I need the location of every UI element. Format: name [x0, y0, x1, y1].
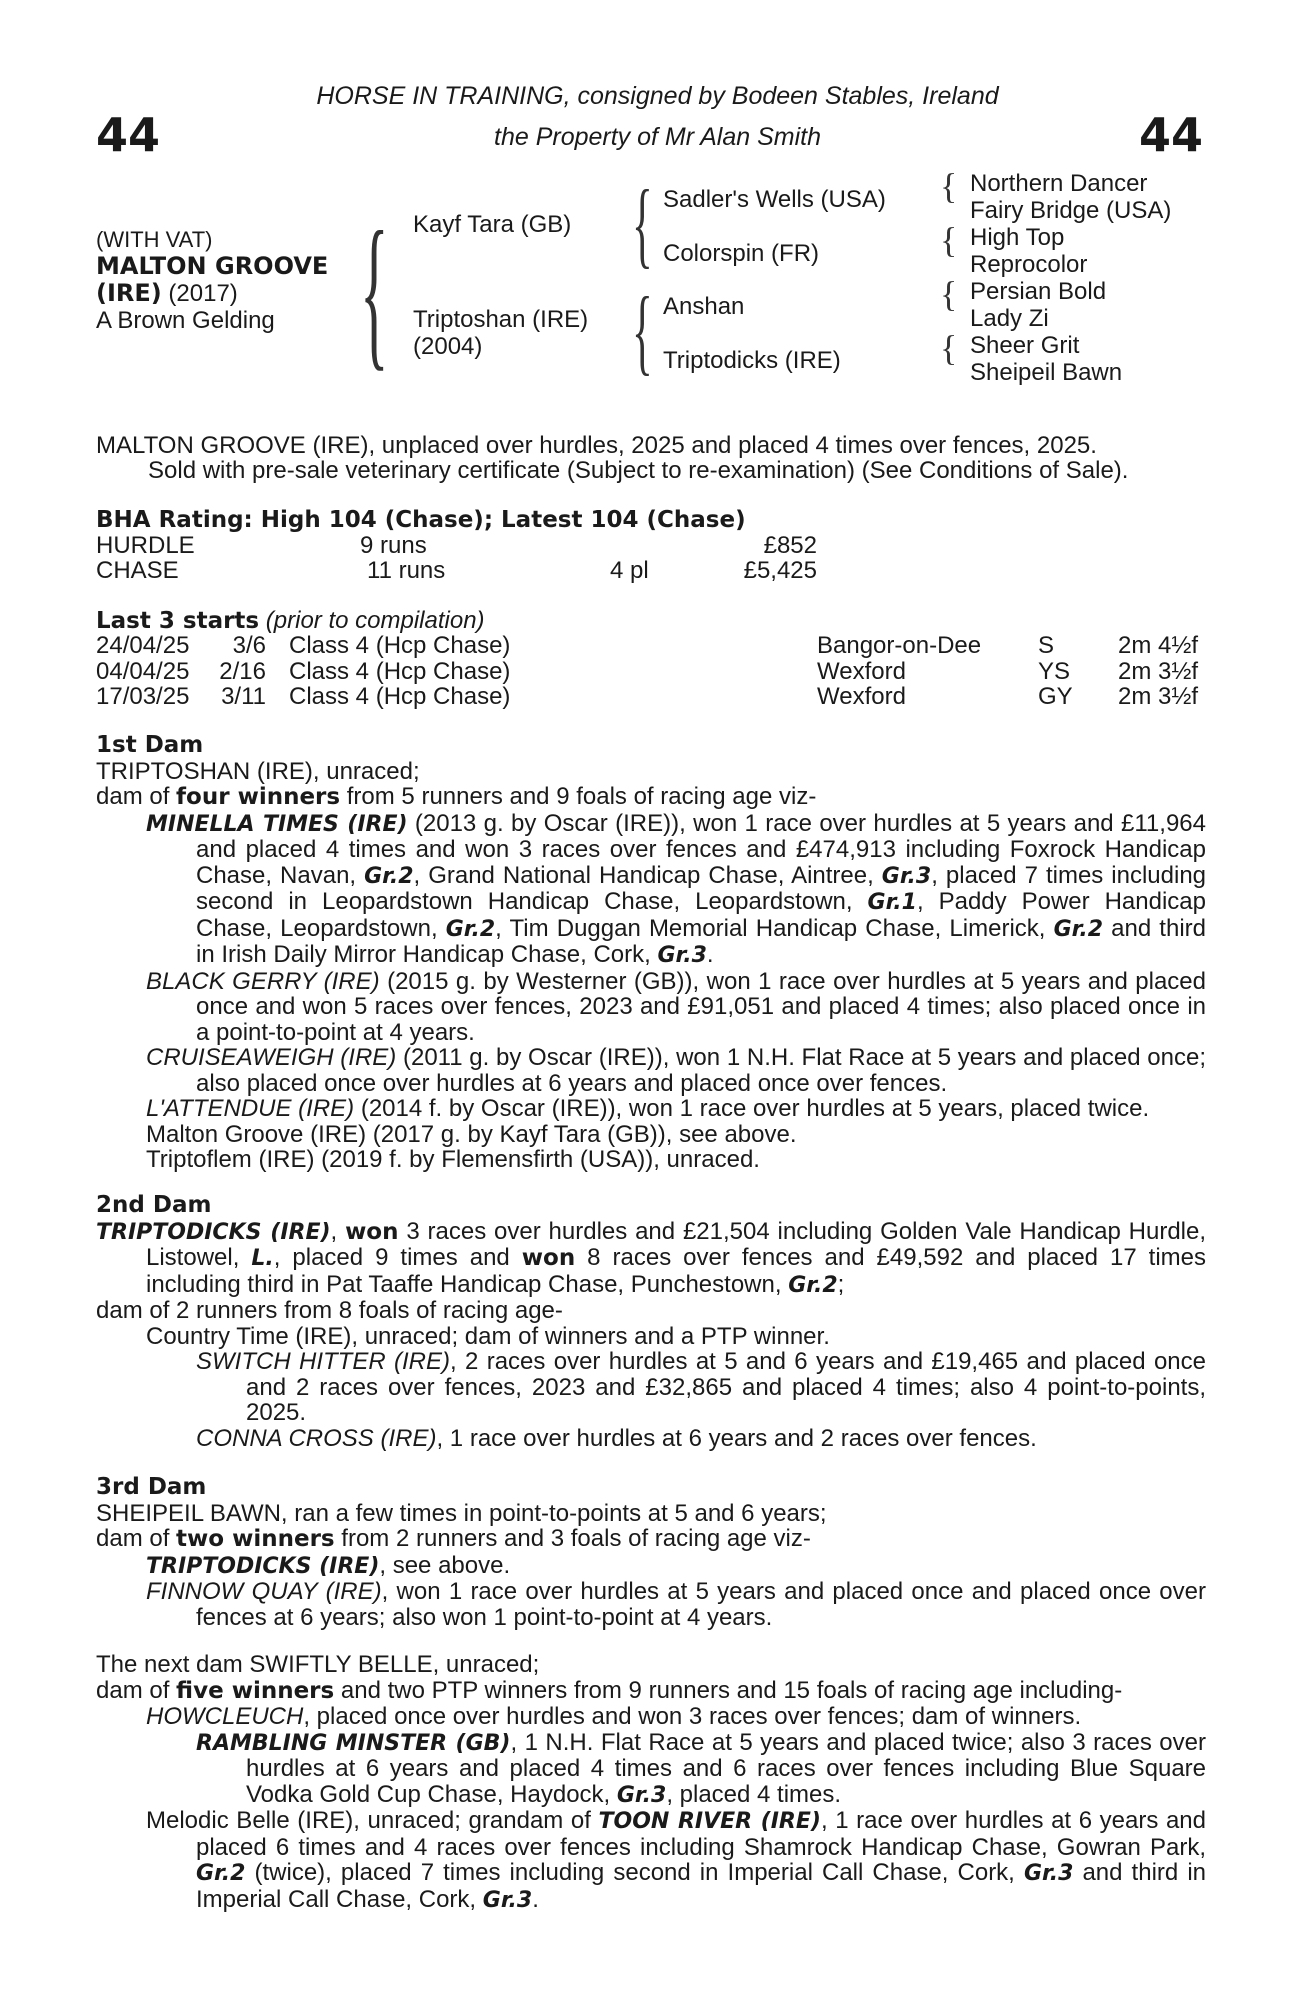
- horse-origin-year: (IRE) (2017): [96, 279, 238, 307]
- bha-hurdle-earnings: £852: [763, 532, 817, 559]
- pedigree-brace-main: {: [360, 197, 389, 385]
- dam2-switch-hitter: SWITCH HITTER (IRE), 2 races over hurdles at 5 and 6 years and £19,465 and placed once and 2 races over fences, 2023 and £32,865 and placed 4 times; also 4 point-to-points, 2025.: [196, 1348, 1206, 1426]
- pedigree-g3-2: Fairy Bridge (USA): [970, 197, 1172, 224]
- pedigree-brace-g3-2: {: [940, 220, 958, 260]
- dam1-lattendue: L'ATTENDUE (IRE) (2014 f. by Oscar (IRE)), won 1 race over hurdles at 5 years, placed twice.: [146, 1095, 1150, 1122]
- pedigree-g2-3: Anshan: [663, 293, 745, 320]
- pedigree-brace-g3-3: {: [940, 274, 958, 314]
- dam1-line1: TRIPTOSHAN (IRE), unraced;: [96, 757, 420, 785]
- pedigree-g3-6: Lady Zi: [970, 305, 1049, 332]
- last3-course: Wexford: [817, 657, 906, 685]
- dam1-section: [96, 733, 1206, 1173]
- dam3-section: [96, 1475, 1206, 1630]
- next-howcleuch: HOWCLEUCH, placed once over hurdles and won 3 races over fences; dam of winners.: [146, 1703, 1082, 1730]
- dam3-heading: 3rd Dam: [96, 1474, 207, 1500]
- last3-going: S: [1038, 632, 1055, 659]
- pedigree-brace-g3-4: {: [940, 328, 958, 368]
- next-line1: The next dam SWIFTLY BELLE, unraced;: [96, 1651, 540, 1678]
- dam1-cruiseaweigh: CRUISEAWEIGH (IRE) (2011 g. by Oscar (IRE)), won 1 N.H. Flat Race at 5 years and placed once; also placed once over hurdles at 6 years and placed once over fences.: [146, 1044, 1207, 1097]
- last3-date: 04/04/25: [96, 657, 190, 685]
- vat-note: (WITH VAT): [96, 227, 213, 252]
- pedigree-dam-year: (2004): [413, 333, 483, 360]
- bha-hurdle-runs: 9 runs: [360, 532, 427, 559]
- pedigree-brace-dam: {: [632, 277, 653, 384]
- last3-race: Class 4 (Hcp Chase): [289, 632, 511, 659]
- pedigree-g3-4: Reprocolor: [970, 251, 1088, 278]
- dam2-country-time: Country Time (IRE), unraced; dam of winners and a PTP winner.: [146, 1322, 830, 1350]
- last3-race: Class 4 (Hcp Chase): [289, 683, 511, 710]
- header-property: the Property of Mr Alan Smith: [494, 123, 821, 151]
- horse-description: A Brown Gelding: [96, 307, 275, 334]
- last3-date: 24/04/25: [96, 632, 190, 659]
- lot-number-left: 44: [96, 108, 161, 162]
- pedigree-g2-1: Sadler's Wells (USA): [663, 186, 886, 213]
- dam3-line1: SHEIPEIL BAWN, ran a few times in point-to-points at 5 and 6 years;: [96, 1499, 827, 1527]
- dam1-black-gerry: BLACK GERRY (IRE) (2015 g. by Westerner (GB)), won 1 race over hurdles at 5 years and placed once and won 5 races over fences, 2023 and £91,051 and placed 4 times; also placed once in a point-to-point at 4 years.: [146, 967, 1206, 1046]
- last3-dist: 2m 3½f: [1118, 683, 1199, 710]
- horse-name: MALTON GROOVE: [96, 252, 329, 280]
- bha-chase-placed: 4 pl: [610, 557, 649, 584]
- dam3-line2: dam of two winners from 2 runners and 3 foals of racing age viz-: [96, 1525, 811, 1552]
- pedigree-g3-list: [970, 170, 1171, 386]
- last3-heading: Last 3 starts (prior to compilation): [96, 607, 485, 634]
- dam3-triptodicks: TRIPTODICKS (IRE), see above.: [146, 1551, 511, 1579]
- dam1-triptoflem: Triptoflem (IRE) (2019 f. by Flemensfirth (USA)), unraced.: [146, 1146, 760, 1173]
- bha-heading: BHA Rating: High 104 (Chase); Latest 104 (Chase): [96, 507, 746, 533]
- next-melodic-belle: Melodic Belle (IRE), unraced; grandam of TOON RIVER (IRE), 1 race over hurdles at 6 years and placed 6 times and 4 races over fences including Shamrock Handicap Chase, Gowran Park, Gr.2 (twice), placed 7 times including second in Imperial Call Chase, Cork, Gr.3 and third in Imperial Call Chase, Cork, Gr.3.: [146, 1807, 1207, 1913]
- last3-going: YS: [1038, 657, 1071, 685]
- pedigree-sire: Kayf Tara (GB): [413, 211, 572, 238]
- next-rambling-minster: RAMBLING MINSTER (GB), 1 N.H. Flat Race at 5 years and placed twice; also 3 races over hurdles at 6 years and placed 4 times and 6 races over fences including Blue Square Vodka Gold Cup Chase, Haydock, Gr.3, placed 4 times.: [196, 1728, 1206, 1808]
- last3-date: 17/03/25: [96, 683, 190, 710]
- last3-pos: 3/11: [221, 683, 266, 710]
- bha-chase-type: CHASE: [96, 557, 179, 584]
- pedigree-g2-4: Triptodicks (IRE): [663, 347, 841, 374]
- last3-going: GY: [1038, 683, 1073, 710]
- pedigree-g3-5: Persian Bold: [970, 278, 1107, 305]
- dam2-section: [96, 1193, 1206, 1451]
- pedigree-g3-7: Sheer Grit: [970, 332, 1080, 359]
- last3-dist: 2m 4½f: [1118, 632, 1199, 659]
- dam2-dam-of: dam of 2 runners from 8 foals of racing age-: [96, 1297, 563, 1324]
- last3-pos: 2/16: [219, 657, 266, 685]
- summary-line-2: Sold with pre-sale veterinary certificate (Subject to re-examination) (See Conditions of Sale).: [148, 457, 1129, 484]
- dam2-conna-cross: CONNA CROSS (IRE), 1 race over hurdles at 6 years and 2 races over fences.: [196, 1424, 1037, 1452]
- last3-course: Wexford: [817, 683, 906, 710]
- bha-chase-runs: 11 runs: [367, 557, 446, 584]
- summary-line-1: MALTON GROOVE (IRE), unplaced over hurdles, 2025 and placed 4 times over fences, 2025.: [96, 432, 1097, 459]
- horse-identity: [96, 226, 328, 334]
- dam1-line2: dam of four winners from 5 runners and 9 foals of racing age viz-: [96, 783, 817, 810]
- last3-pos: 3/6: [232, 632, 266, 659]
- last3-course: Bangor-on-Dee: [817, 632, 982, 659]
- dam1-minella: MINELLA TIMES (IRE) (2013 g. by Oscar (IRE)), won 1 race over hurdles at 5 years and £11,964 and placed 4 times and won 3 races over fences and £474,913 including Foxrock Handicap Chase, Navan, Gr.2, Grand National Handicap Chase, Aintree, Gr.3, placed 7 times including second in Leopardstown Handicap Chase, Leopardstown, Gr.1, Paddy Power Handicap Chase, Leopardstown, Gr.2, Tim Duggan Memorial Handicap Chase, Limerick, Gr.2 and third in Irish Daily Mirror Handicap Chase, Cork, Gr.3.: [146, 809, 1207, 968]
- pedigree-g2-2: Colorspin (FR): [663, 240, 820, 267]
- dam3-finnow-quay: FINNOW QUAY (IRE), won 1 race over hurdles at 5 years and placed once and placed once over fences at 6 years; also won 1 point-to-point at 4 years.: [146, 1578, 1206, 1631]
- lot-number-right: 44: [1138, 108, 1203, 162]
- dam2-triptodicks: TRIPTODICKS (IRE), won 3 races over hurdles and £21,504 including Golden Vale Handicap Hurdle, Listowel, L., placed 9 times and won 8 races over fences and £49,592 and placed 17 times including third in Pat Taaffe Handicap Chase, Punchestown, Gr.2;: [96, 1217, 1207, 1298]
- pedigree-g3-3: High Top: [970, 224, 1065, 251]
- bha-hurdle-type: HURDLE: [96, 532, 195, 559]
- pedigree-g3-8: Sheipeil Bawn: [970, 359, 1123, 386]
- dam1-heading: 1st Dam: [96, 732, 204, 758]
- dam2-heading: 2nd Dam: [96, 1192, 212, 1218]
- next-dam-section: [96, 1652, 1206, 1913]
- dam1-malton: Malton Groove (IRE) (2017 g. by Kayf Tara (GB)), see above.: [146, 1120, 797, 1148]
- pedigree-g3-1: Northern Dancer: [970, 170, 1148, 197]
- last3-race: Class 4 (Hcp Chase): [289, 657, 511, 685]
- pedigree-brace-sire: {: [632, 170, 653, 277]
- next-line2: dam of five winners and two PTP winners from 9 runners and 15 foals of racing age including-: [96, 1676, 1123, 1704]
- header-consignor: HORSE IN TRAINING, consigned by Bodeen Stables, Ireland: [316, 82, 999, 110]
- pedigree-brace-g3-1: {: [940, 166, 958, 206]
- bha-chase-earnings: £5,425: [743, 557, 817, 584]
- pedigree-dam: Triptoshan (IRE): [413, 306, 589, 333]
- last3-dist: 2m 3½f: [1118, 657, 1199, 685]
